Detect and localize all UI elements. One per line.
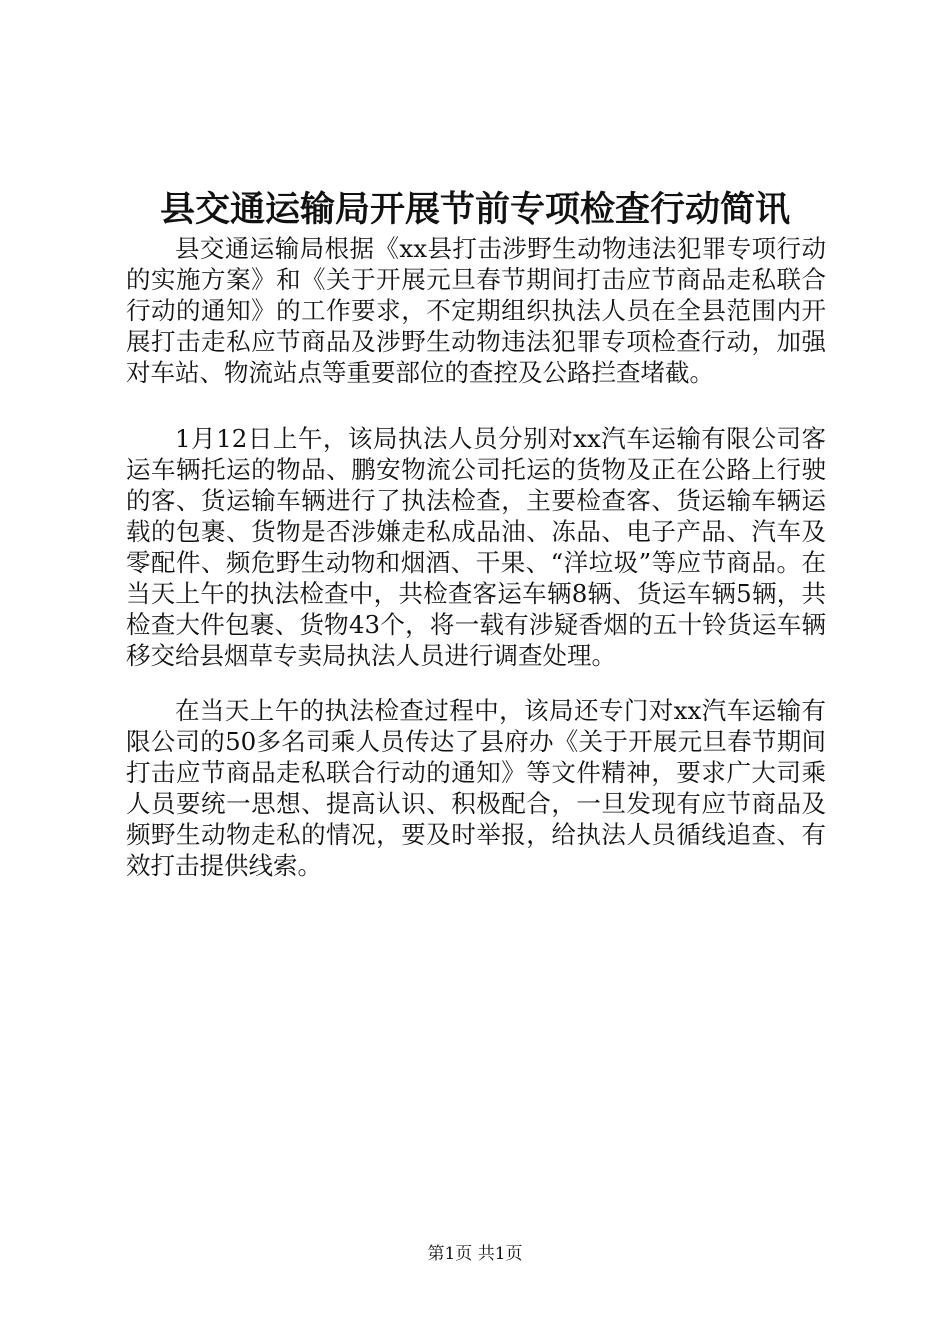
paragraph-2: 1月12日上午，该局执法人员分别对xx汽车运输有限公司客运车辆托运的物品、鹏安物流公司托运的货物及正在公路上行驶的客、货运输车辆进行了执法检查，主要检查客、货运输车辆运载的包裹、货物是否涉嫌走私成品油、冻品、电子产品、汽车及零配件、频危野生动物和烟酒、干果、“洋垃圾”等应节商品。在当天上午的执法检查中，共检查客运车辆8辆、货运车辆5辆，共检查大件包裹、货物43个，将一载有涉疑香烟的五十铃货运车辆移交给县烟草专卖局执法人员进行调查处理。 xyxy=(126,424,826,670)
paragraph-3: 在当天上午的执法检查过程中，该局还专门对xx汽车运输有限公司的50多名司乘人员传达了县府办《关于开展元旦春节期间打击应节商品走私联合行动的通知》等文件精神，要求广大司乘人员要统一思想、提高认识、积极配合，一旦发现有应节商品及频野生动物走私的情况，要及时举报，给执法人员循线追查、有效打击提供线索。 xyxy=(126,696,826,880)
paragraph-1: 县交通运输局根据《xx县打击涉野生动物违法犯罪专项行动的实施方案》和《关于开展元旦春节期间打击应节商品走私联合行动的通知》的工作要求，不定期组织执法人员在全县范围内开展打击走私应节商品及涉野生动物违法犯罪专项检查行动，加强对车站、物流站点等重要部位的查控及公路拦查堵截。 xyxy=(126,234,826,387)
page-footer: 第1页 共1页 xyxy=(427,1244,523,1264)
document-title: 县交通运输局开展节前专项检查行动简讯 xyxy=(159,189,790,230)
